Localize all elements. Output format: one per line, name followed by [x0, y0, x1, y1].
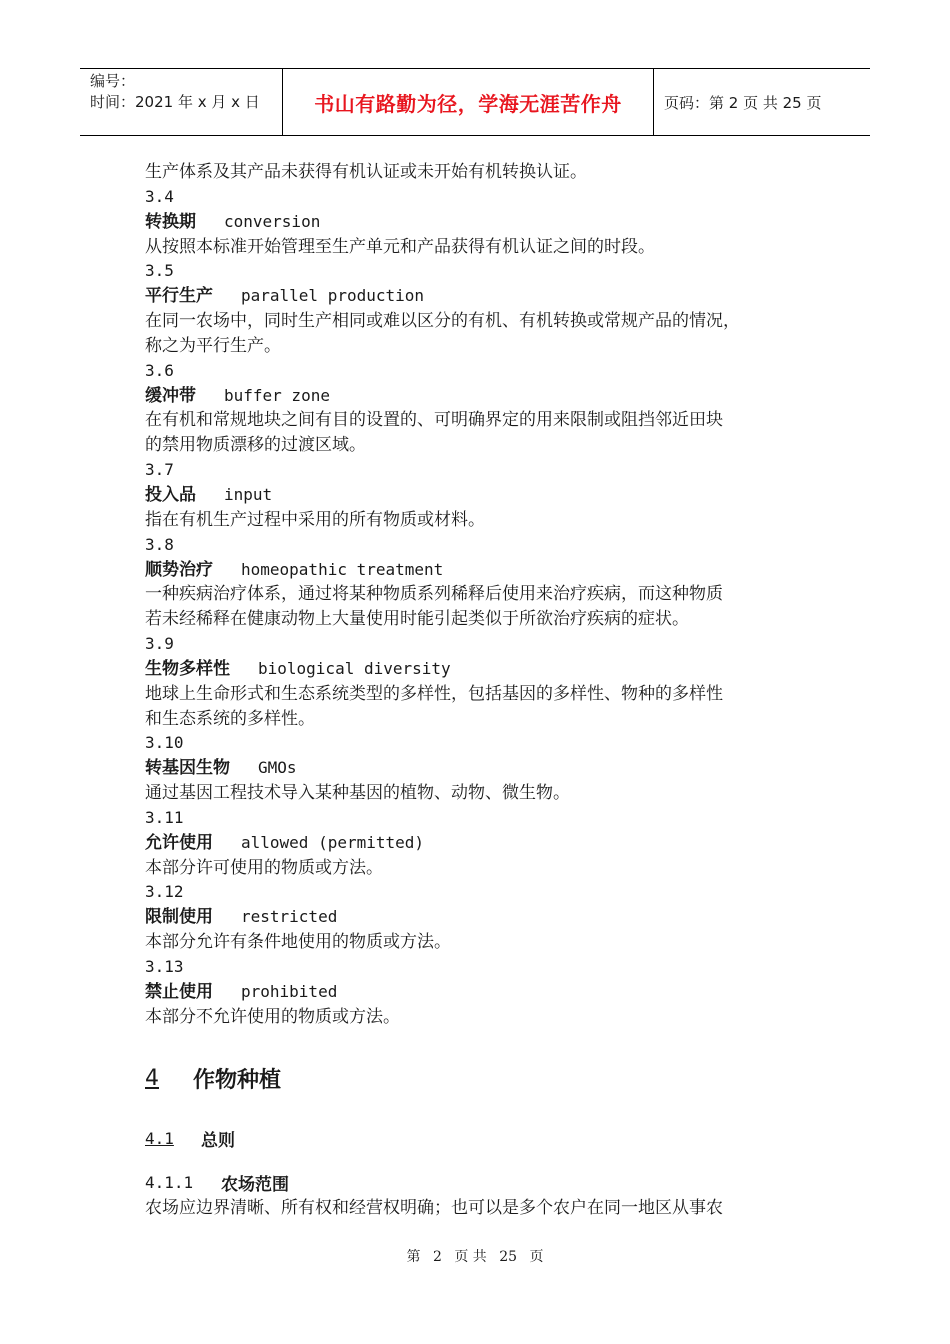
term-english: homeopathic treatment: [241, 559, 444, 579]
term-definition-heading: [145, 384, 815, 409]
header-motto-cell: [282, 69, 654, 135]
section-4-1-heading: [145, 1126, 235, 1151]
term-chinese: 缓冲带: [145, 385, 196, 406]
paragraph-line: 的禁用物质漂移的过渡区域。: [145, 435, 366, 456]
clause-number-text: 3.12: [145, 882, 184, 902]
term-definition-heading: [145, 756, 815, 781]
term-chinese: 禁止使用: [145, 981, 213, 1002]
paragraph-line: 在同一农场中，同时生产相同或难以区分的有机、有机转换或常规产品的情况，: [145, 311, 740, 332]
paragraph-line: 在有机和常规地块之间有目的设置的、可明确界定的用来限制或阻挡邻近田块: [145, 410, 723, 431]
header-meta: [80, 69, 282, 135]
term-definition-heading: [145, 558, 815, 583]
paragraph-line: 称之为平行生产。: [145, 335, 281, 356]
term-english: buffer zone: [224, 385, 330, 405]
paragraph-line: 一种疾病治疗体系，通过将某种物质系列稀释后使用来治疗疾病，而这种物质: [145, 584, 723, 605]
term-definition-heading: [145, 905, 815, 930]
footer-page: 2: [432, 1249, 442, 1265]
term-english: GMOs: [258, 758, 297, 778]
clause-number-text: 3.9: [145, 634, 174, 654]
term-chinese: 顺势治疗: [145, 559, 213, 580]
page-footer: [0, 1246, 950, 1266]
clause-number-text: 3.4: [145, 186, 174, 206]
clause-number: [145, 955, 815, 980]
header-number-label: 编号：: [90, 72, 136, 90]
clause-number-text: 3.7: [145, 460, 174, 480]
term-chinese: 允许使用: [145, 832, 213, 853]
term-definition-heading: [145, 483, 815, 508]
term-definition-heading: [145, 284, 815, 309]
term-english: conversion: [224, 211, 321, 231]
header-page-cell: [654, 69, 870, 135]
term-definition-heading: [145, 831, 815, 856]
clause-number-text: 3.5: [145, 261, 174, 281]
paragraph-line: 本部分许可使用的物质或方法。: [145, 857, 383, 878]
clause-number: [145, 533, 815, 558]
term-english: allowed (permitted): [241, 832, 425, 852]
footer-post: 页: [529, 1249, 544, 1265]
header-page-label: 页码：第 2 页 共 25 页: [664, 93, 822, 112]
clause-number-text: 3.13: [145, 957, 184, 976]
term-chinese: 限制使用: [145, 907, 213, 928]
term-english: prohibited: [241, 981, 338, 1001]
paragraph-line: 地球上生命形式和生态系统类型的多样性，包括基因的多样性、物种的多样性: [145, 683, 723, 704]
term-english: biological diversity: [258, 658, 451, 678]
page-header: [80, 68, 870, 136]
paragraph-line: 本部分不允许使用的物质或方法。: [145, 1006, 400, 1027]
section-4-1-title: 总则: [201, 1131, 235, 1151]
term-definition-heading: [145, 657, 815, 682]
clause-number: [145, 731, 815, 756]
paragraph-line: 若未经稀释在健康动物上大量使用时能引起类似于所欲治疗疾病的症状。: [145, 609, 689, 630]
paragraph-line: 从按照本标准开始管理至生产单元和产品获得有机认证之间的时段。: [145, 236, 655, 257]
clause-number: [145, 806, 815, 831]
header-motto: 书山有路勤为径，学海无涯苦作舟: [314, 91, 622, 116]
clause-number-text: 3.6: [145, 360, 174, 380]
clause-number: [145, 458, 815, 483]
clause-number-text: 3.8: [145, 534, 174, 554]
clause-number-text: 3.10: [145, 733, 184, 753]
section-4-number: 4: [145, 1066, 159, 1091]
paragraph-line: 指在有机生产过程中采用的所有物质或材料。: [145, 509, 485, 530]
paragraph-line: 本部分允许有条件地使用的物质或方法。: [145, 932, 451, 953]
paragraph-line: 通过基因工程技术导入某种基因的植物、动物、微生物。: [145, 783, 570, 804]
clause-number: [145, 185, 815, 210]
footer-pre: 第: [406, 1249, 421, 1265]
term-chinese: 转换期: [145, 211, 196, 232]
footer-mid: 页 共: [454, 1249, 487, 1265]
footer-total: 25: [499, 1249, 518, 1265]
term-chinese: 转基因生物: [145, 758, 230, 779]
term-definition-heading: [145, 980, 815, 1005]
clause-number: [145, 632, 815, 657]
term-english: parallel production: [241, 286, 425, 306]
section-4-1-1-number: 4.1.1: [145, 1173, 194, 1192]
clause-number: [145, 359, 815, 384]
paragraph-farm-scope: 农场应边界清晰、所有权和经营权明确；也可以是多个农户在同一地区从事农: [145, 1198, 723, 1218]
clause-number: [145, 880, 815, 905]
paragraph-line: 生产体系及其产品未获得有机认证或未开始有机转换认证。: [145, 162, 587, 182]
header-time-label: 时间：2021 年 x 月 x 日: [90, 93, 260, 111]
term-english: restricted: [241, 907, 338, 927]
paragraph-line: 和生态系统的多样性。: [145, 708, 315, 729]
term-chinese: 投入品: [145, 484, 196, 505]
document-body: [145, 160, 815, 1030]
clause-number: [145, 259, 815, 284]
section-4-1-1-title: 农场范围: [221, 1175, 289, 1195]
term-chinese: 平行生产: [145, 286, 213, 307]
term-english: input: [224, 484, 273, 504]
term-definition-heading: [145, 210, 815, 235]
term-chinese: 生物多样性: [145, 658, 230, 679]
section-4-1-number: 4.1: [145, 1129, 174, 1148]
section-4-title: 作物种植: [193, 1068, 282, 1093]
section-4-1-1-heading: [145, 1170, 289, 1195]
clause-number-text: 3.11: [145, 807, 184, 827]
section-4-heading: [145, 1063, 281, 1094]
